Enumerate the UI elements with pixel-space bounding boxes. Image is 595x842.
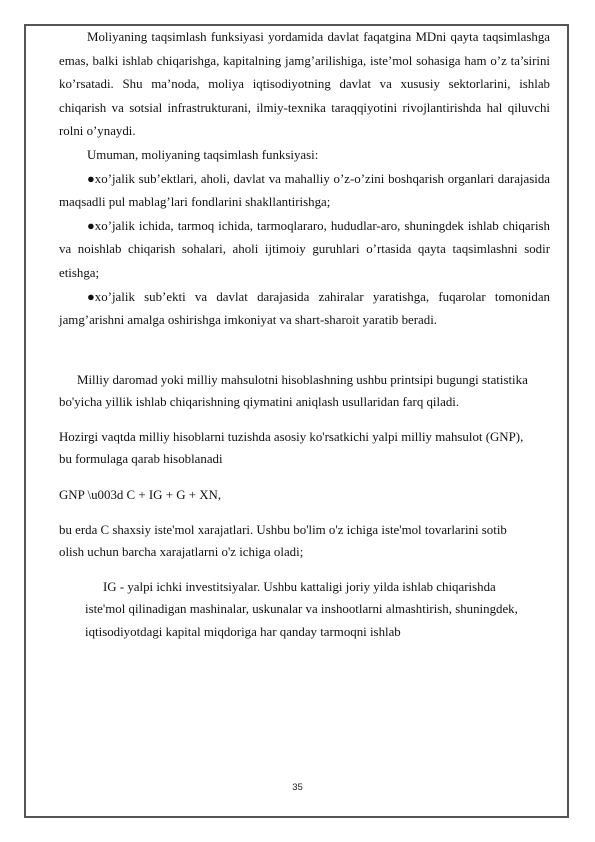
bullet-text-1: xo’jalik sub’ektlari, aholi, davlat va mahalliy o’z-o’zini boshqarish organlari darajasida maqsadli pul mablag’lari fondlarini shakllantirishga; <box>59 171 550 210</box>
paragraph-2: Umuman, moliyaning taqsimlash funksiyasi: <box>87 147 319 162</box>
paragraph-5: bu erda C shaxsiy iste'mol xarajatlari. Ushbu bo'lim o'z ichiga iste'mol tovarlarini sotib olish uchun barcha xarajatlarni o'z ichiga oladi; <box>59 522 507 559</box>
bullet-item-3 <box>59 286 550 333</box>
paragraph-3: Milliy daromad yoki milliy mahsulotni hisoblashning ushbu printsipi bugungi statistika bo'yicha yillik ishlab chiqarishning qiymatini aniqlash usullaridan farq qiladi. <box>59 372 528 409</box>
formula: GNP \u003d C + IG + G + XN, <box>59 487 222 502</box>
page-number: 35 <box>292 782 303 793</box>
bullet-item-1 <box>59 168 550 215</box>
paragraph-4: Hozirgi vaqtda milliy hisoblarni tuzishda asosiy ko'rsatkichi yalpi milliy mahsulot (GNP), bu formulaga qarab hisoblanadi <box>59 430 524 467</box>
paragraph-1: Moliyaning taqsimlash funksiyasi yordamida davlat faqatgina MDni qayta taqsimlashga emas, balki ishlab chiqarishga, kapitalning jamg’arilishiga, iste’mol sohasiga ham o’z ta’sirini ko’rsatadi. Shu ma’noda, moliya iqtisodiyotning davlat va xususiy sektorlarini, ishlab chiqarish va sotsial infrastrukturani, ilmiy-texnika taraqqiyotini rivojlantirishda hal qiluvchi rolni o’ynaydi. <box>59 30 550 139</box>
bullet-icon: ● <box>87 218 95 233</box>
bullet-icon: ● <box>87 171 95 186</box>
document-body <box>59 26 550 643</box>
bullet-text-3: xo’jalik sub’ekti va davlat darajasida zahiralar yaratishga, fuqarolar tomonidan jamg’arishni amalga oshirishga imkoniyat va shart-sharoit yaratib beradi. <box>59 289 550 328</box>
bullet-text-2: xo’jalik ichida, tarmoq ichida, tarmoqlararo, hududlar-aro, shuningdek ishlab chiqarish va noishlab chiqarish sohalari, aholi ijtimoiy guruhlari o’rtasida qayta taqsimlashni sodir etishga; <box>59 218 550 280</box>
bullet-item-2 <box>59 215 550 286</box>
bullet-icon: ● <box>87 289 95 304</box>
paragraph-6: IG - yalpi ichki investitsiyalar. Ushbu kattaligi joriy yilda ishlab chiqarishda iste'mol qilinadigan mashinalar, uskunalar va inshootlarni almashtirish, shuningdek, iqtisodiyotdagi kapital miqdoriga har qanday tarmoqni ishlab <box>85 580 518 639</box>
